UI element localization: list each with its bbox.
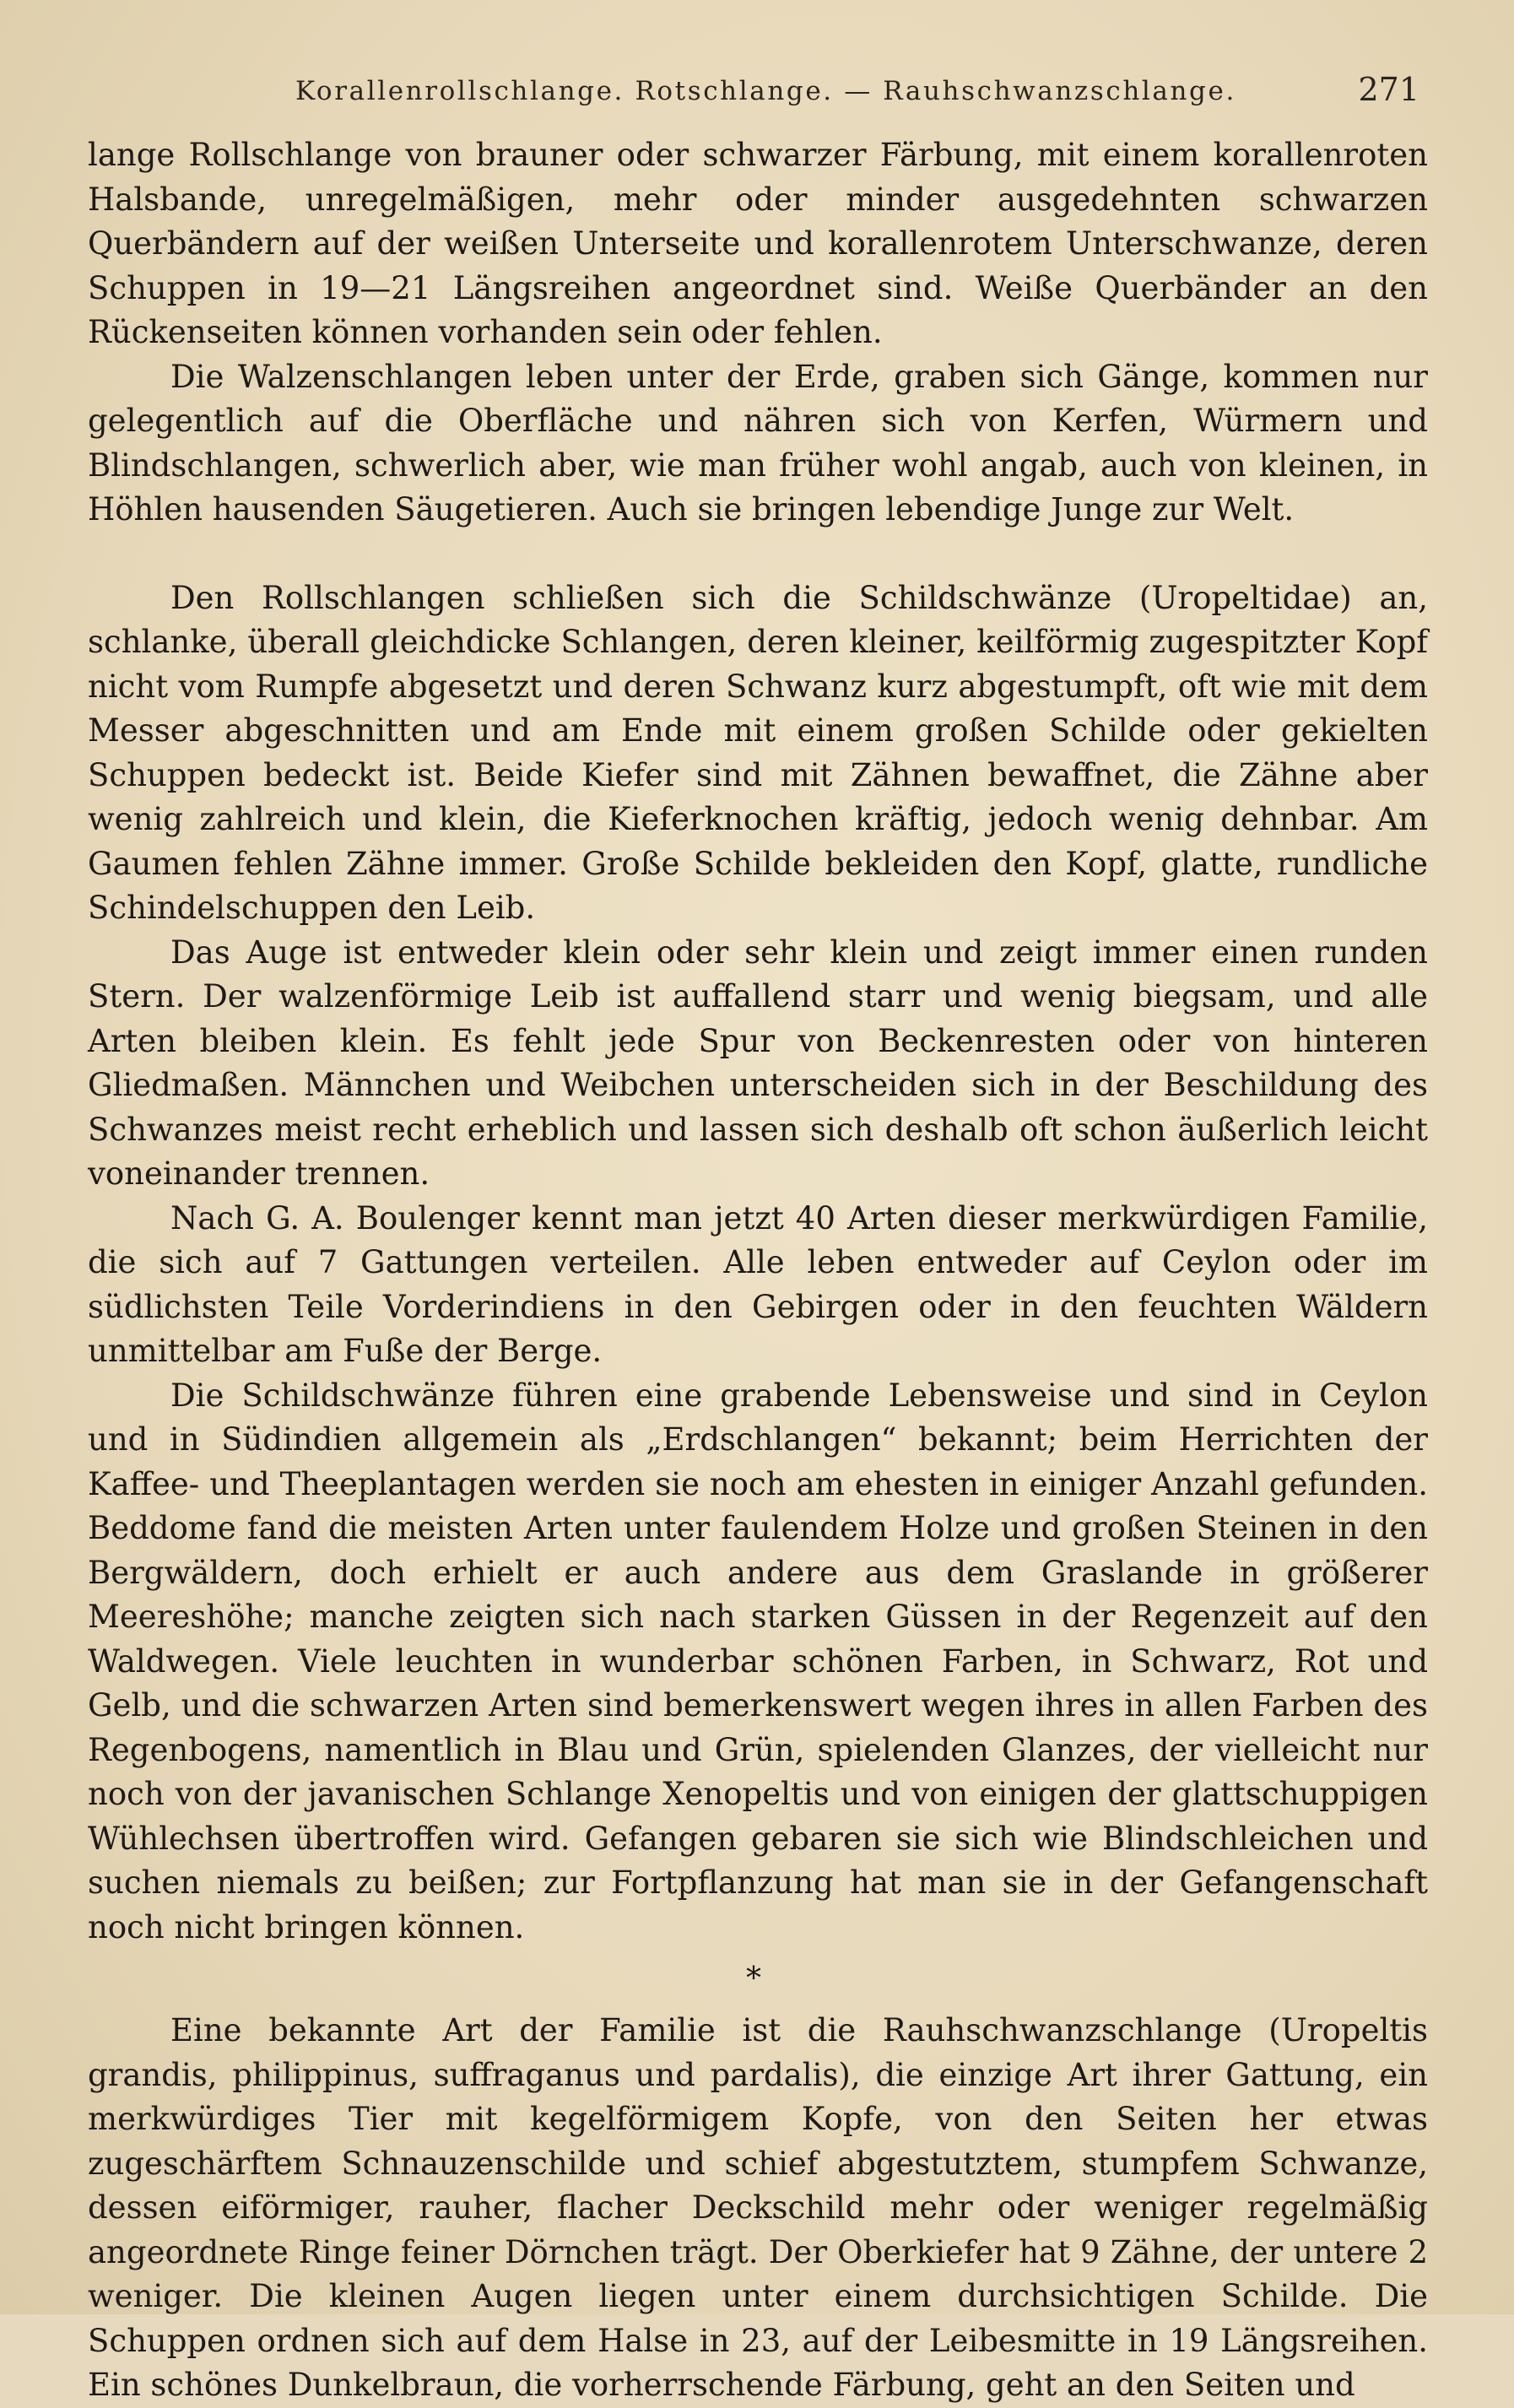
running-title: Korallenrollschlange. Rotschlange. — Rauhschwanzschlange.	[295, 76, 1236, 106]
page-header	[84, 71, 1435, 122]
paragraph-schildschwaenze-intro: Den Rollschlangen schließen sich die Schildschwänze (Uropeltidae) an, schlanke, überall gleichdicke Schlangen, deren kleiner, keilförmig zugespitzter Kopf nicht vom Rumpfe abgesetzt und deren Schwanz kurz abgestumpft, oft wie mit dem Messer abgeschnitten und am Ende mit einem großen Schilde oder gekielten Schuppen bedeckt ist. Beide Kiefer sind mit Zähnen bewaffnet, die Zähne aber wenig zahlreich und klein, die Kieferknochen kräftig, jedoch wenig dehnbar. Am Gaumen fehlen Zähne immer. Große Schilde bekleiden den Kopf, glatte, rundliche Schindelschuppen den Leib.	[88, 579, 1428, 926]
body-text	[88, 133, 1428, 2408]
paragraph-rauhschwanzschlange: Eine bekannte Art der Familie ist die Rauhschwanzschlange (Uropeltis grandis, philippinus, suffraganus und pardalis), die einzige Art ihrer Gattung, ein merkwürdiges Tier mit kegelförmigem Kopfe, von den Seiten her etwas zugeschärftem Schnauzenschilde und schief abgestutztem, stumpfem Schwanze, dessen eiförmiger, rauher, flacher Deckschild mehr oder weniger regelmäßig angeordnete Ringe feiner Dörnchen trägt. Der Oberkiefer hat 9 Zähne, der untere 2 weniger. Die kleinen Augen liegen unter einem durchsichtigen Schilde. Die Schuppen ordnen sich auf dem Halse in 23, auf der Leibesmitte in 19 Längsreihen. Ein schönes Dunkelbraun, die vorherrschende Färbung, geht an den Seiten und	[88, 2012, 1428, 2403]
paragraph-schildschwaenze-lebensweise: Die Schildschwänze führen eine grabende Lebensweise und sind in Ceylon und in Südindien allgemein als „Erdschlangen“ bekannt; beim Herrichten der Kaffee- und Theeplantagen werden sie noch am ehesten in einiger Anzahl gefunden. Beddome fand die meisten Arten unter faulendem Holze und großen Steinen in den Bergwäldern, doch erhielt er auch andere aus dem Graslande in größerer Meereshöhe; manche zeigten sich nach starken Güssen in der Regenzeit auf den Waldwegen. Viele leuchten in wunderbar schönen Farben, in Schwarz, Rot und Gelb, und die schwarzen Arten sind bemerkenswert wegen ihres in allen Farben des Regenbogens, namentlich in Blau und Grün, spielenden Glanzes, der vielleicht nur noch von der javanischen Schlange Xenopeltis und von einigen der glattschuppigen Wühlechsen übertroffen wird. Gefangen gebaren sie sich wie Blindschleichen und suchen niemals zu beißen; zur Fortpflanzung hat man sie in der Gefangenschaft noch nicht bringen können.	[88, 1377, 1428, 1945]
section-separator: *	[746, 1962, 761, 1996]
paragraph-schildschwaenze-auge: Das Auge ist entweder klein oder sehr klein und zeigt immer einen runden Stern. Der walzenförmige Leib ist auffallend starr und wenig biegsam, und alle Arten bleiben klein. Es fehlt jede Spur von Beckenresten oder von hinteren Gliedmaßen. Männchen und Weibchen unterscheiden sich in der Beschildung des Schwanzes meist recht erheblich und lassen sich deshalb oft schon äußerlich leicht voneinander trennen.	[88, 933, 1428, 1192]
page-number: 271	[1358, 71, 1419, 108]
paragraph-korallenrollschlange-end: lange Rollschlange von brauner oder schwarzer Färbung, mit einem korallenroten Halsbande, unregelmäßigen, mehr oder minder ausgedehnten schwarzen Querbändern auf der weißen Unterseite und korallenrotem Unterschwanze, deren Schuppen in 19—21 Längsreihen angeordnet sind. Weiße Querbänder an den Rückenseiten können vorhanden sein oder fehlen.	[88, 137, 1428, 350]
section-gap	[88, 533, 1428, 576]
paragraph-schildschwaenze-verbreitung: Nach G. A. Boulenger kennt man jetzt 40 Arten dieser merkwürdigen Familie, die sich auf 7 Gattungen verteilen. Alle leben entweder auf Ceylon oder im südlichsten Teile Vorderindiens in den Gebirgen oder in den feuchten Wäldern unmittelbar am Fuße der Berge.	[88, 1199, 1428, 1369]
paragraph-walzenschlangen-lebensweise: Die Walzenschlangen leben unter der Erde, graben sich Gänge, kommen nur gelegentlich auf die Oberfläche und nähren sich von Kerfen, Würmern und Blindschlangen, schwerlich aber, wie man früher wohl angab, auch von kleinen, in Höhlen hausenden Säugetieren. Auch sie bringen lebendige Junge zur Welt.	[88, 358, 1428, 528]
